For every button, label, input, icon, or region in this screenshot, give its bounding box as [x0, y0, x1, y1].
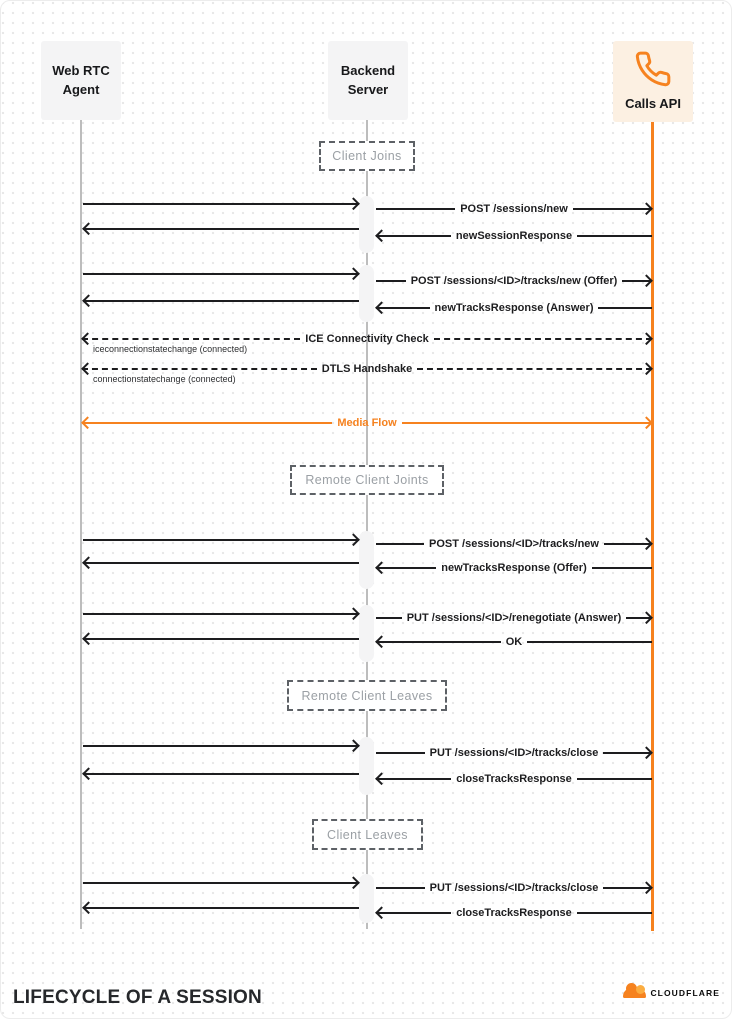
message-label: closeTracksResponse — [456, 772, 572, 785]
relay-arrow-backend-to-agent — [83, 765, 359, 783]
message-label: closeTracksResponse — [456, 906, 572, 919]
arrowhead-right-icon — [347, 739, 360, 752]
message-arrow-post-sessions-new — [376, 200, 652, 218]
arrowhead-left-icon — [375, 229, 388, 242]
relay-arrow-agent-to-backend — [83, 737, 359, 755]
arrowhead-left-icon — [82, 901, 95, 914]
arrowhead-right-icon — [640, 881, 653, 894]
message-label: PUT /sessions/<ID>/tracks/close — [429, 746, 599, 759]
event-label-ice: iceconnectionstatechange (connected) — [93, 344, 248, 354]
relay-arrow-backend-to-agent — [83, 220, 359, 238]
cloudflare-cloud-icon — [623, 988, 646, 998]
page-title: LIFECYCLE OF A SESSION — [13, 987, 262, 1008]
flow-label: ICE Connectivity Check — [305, 332, 429, 345]
activation-bar — [359, 605, 374, 662]
activation-bar — [359, 265, 374, 322]
relay-arrow-agent-to-backend — [83, 874, 359, 892]
message-arrow-new-tracks-response-answer — [376, 299, 652, 317]
actor-box-calls-api — [613, 41, 693, 122]
relay-arrow-agent-to-backend — [83, 195, 359, 213]
flow-label: DTLS Handshake — [321, 362, 413, 375]
relay-arrow-agent-to-backend — [83, 605, 359, 623]
actor-label-webrtc-agent: Web RTC Agent — [52, 63, 110, 97]
arrowhead-left-icon — [375, 772, 388, 785]
arrowhead-right-icon — [347, 533, 360, 546]
arrowhead-left-icon — [375, 301, 388, 314]
relay-arrow-backend-to-agent — [83, 554, 359, 572]
relay-arrow-agent-to-backend — [83, 265, 359, 283]
activation-bar — [359, 737, 374, 795]
message-label: OK — [505, 635, 523, 648]
phase-label: Client Joins — [332, 149, 402, 163]
arrowhead-left-icon — [82, 556, 95, 569]
message-label: POST /sessions/<ID>/tracks/new (Offer) — [410, 274, 618, 287]
arrowhead-left-icon — [82, 767, 95, 780]
message-label: newTracksResponse (Offer) — [441, 561, 587, 574]
message-label: PUT /sessions/<ID>/renegotiate (Answer) — [406, 611, 622, 624]
phase-label: Client Leaves — [327, 827, 408, 842]
arrowhead-right-icon — [640, 362, 653, 375]
message-label: POST /sessions/<ID>/tracks/new — [429, 537, 599, 550]
message-label: POST /sessions/new — [460, 202, 568, 215]
message-label: PUT /sessions/<ID>/tracks/close — [429, 881, 599, 894]
arrowhead-left-icon — [81, 332, 94, 345]
actor-box-webrtc-agent — [41, 41, 121, 120]
arrowhead-right-icon — [347, 197, 360, 210]
arrowhead-left-icon — [375, 906, 388, 919]
message-arrow-ok — [376, 633, 652, 651]
phase-box-remote-client-joints — [290, 465, 444, 495]
relay-arrow-backend-to-agent — [83, 899, 359, 917]
message-label: newSessionResponse — [455, 229, 573, 242]
message-arrow-put-renegotiate-answer — [376, 609, 652, 627]
arrowhead-right-icon — [640, 611, 653, 624]
relay-arrow-backend-to-agent — [83, 630, 359, 648]
actor-box-backend-server — [328, 41, 408, 120]
message-arrow-put-tracks-close — [376, 879, 652, 897]
arrowhead-left-icon — [82, 294, 95, 307]
activation-bar — [359, 531, 374, 589]
relay-arrow-agent-to-backend — [83, 531, 359, 549]
message-arrow-new-session-response — [376, 227, 652, 245]
flow-label: Media Flow — [337, 416, 397, 429]
arrowhead-left-icon — [82, 222, 95, 235]
lifeline-webrtc-agent — [80, 120, 82, 929]
message-arrow-new-tracks-response-offer — [376, 559, 652, 577]
actor-label-calls-api: Calls API — [625, 96, 681, 111]
arrowhead-right-icon — [347, 876, 360, 889]
arrowhead-left-icon — [82, 632, 95, 645]
message-arrow-post-tracks-new-offer — [376, 272, 652, 290]
message-arrow-put-tracks-close — [376, 744, 652, 762]
message-arrow-close-tracks-response — [376, 770, 652, 788]
arrowhead-right-icon — [640, 274, 653, 287]
message-label: newTracksResponse (Answer) — [434, 301, 594, 314]
relay-arrow-backend-to-agent — [83, 292, 359, 310]
message-arrow-post-tracks-new — [376, 535, 652, 553]
activation-bar — [359, 874, 374, 923]
phase-box-client-leaves — [312, 819, 423, 850]
arrowhead-left-icon — [375, 561, 388, 574]
arrowhead-left-icon — [375, 635, 388, 648]
arrowhead-right-icon — [640, 746, 653, 759]
arrowhead-right-icon — [347, 267, 360, 280]
phase-box-client-joins — [319, 141, 415, 171]
arrowhead-left-icon — [81, 362, 94, 375]
arrowhead-right-icon — [640, 202, 653, 215]
arrowhead-right-icon — [640, 537, 653, 550]
actor-label-backend-server: Backend Server — [340, 63, 396, 97]
activation-bar — [359, 196, 374, 253]
cloudflare-logo-text: CLOUDFLARE — [650, 988, 720, 998]
cloudflare-logo — [623, 988, 720, 998]
arrowhead-left-icon — [81, 416, 94, 429]
arrowhead-right-icon — [640, 416, 653, 429]
phase-box-remote-client-leaves — [287, 680, 447, 711]
phone-icon — [634, 50, 672, 88]
phase-label: Remote Client Leaves — [301, 688, 433, 703]
arrowhead-right-icon — [640, 332, 653, 345]
arrowhead-right-icon — [347, 607, 360, 620]
event-label-dtls: connectionstatechange (connected) — [93, 374, 236, 384]
media-flow-arrow — [82, 414, 652, 432]
message-arrow-close-tracks-response — [376, 904, 652, 922]
phase-label: Remote Client Joints — [305, 473, 429, 487]
